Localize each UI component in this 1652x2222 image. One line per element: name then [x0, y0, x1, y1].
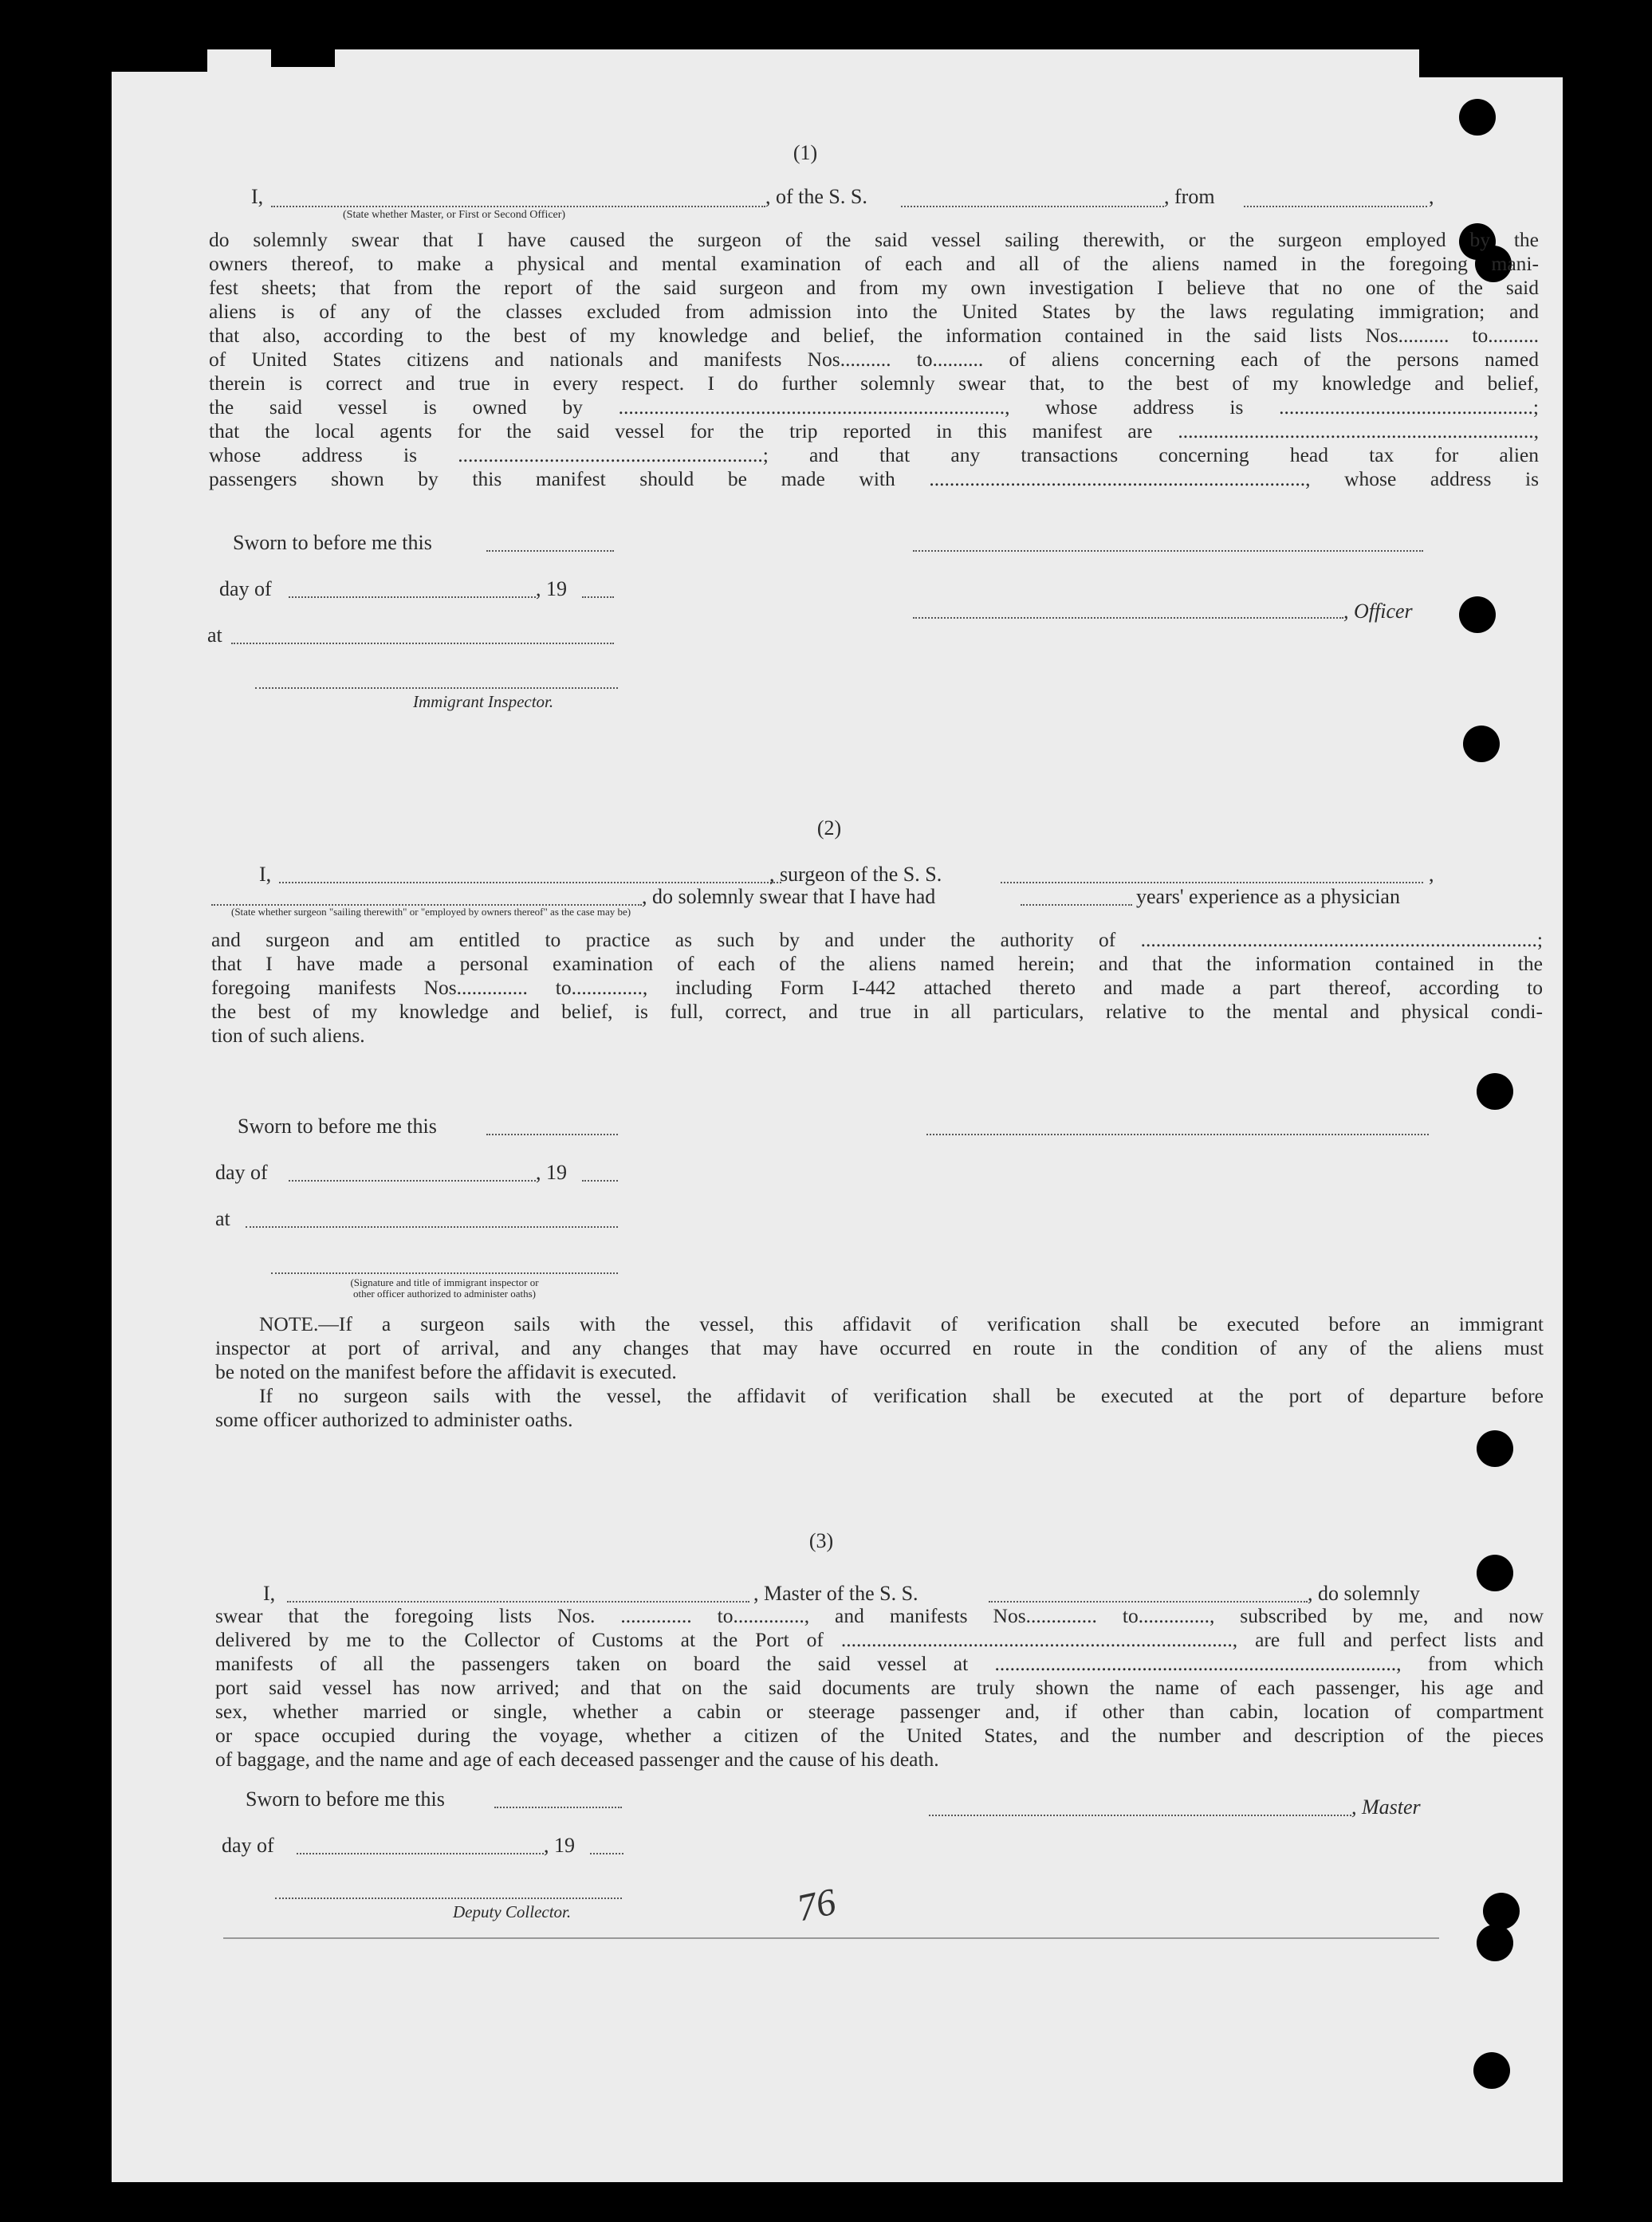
s2-day-field: [289, 1180, 536, 1182]
s3-line: or space occupied during the voyage, whether a citizen of the United States, and the number and description of the pieces: [215, 1724, 1544, 1747]
s3-line: port said vessel has now arrived; and that on the said documents are truly shown the name of each passenger, his age and: [215, 1676, 1544, 1699]
torn-corner-right: [1419, 49, 1563, 77]
s1-officer-line-1: [913, 550, 1423, 552]
s1-line: the said vessel is owned by ............................................................................, whose address is ..................................................;: [209, 395, 1539, 419]
handwritten-mark: 76: [793, 1880, 840, 1930]
punch-hole: [1483, 1893, 1520, 1929]
s3-line: swear that the foregoing lists Nos. .............. to.............., and manifests Nos.............. to.............., subscribed by me, and now: [215, 1604, 1544, 1627]
s1-line: do solemnly swear that I have caused the surgeon of the said vessel sailing therewith, or the surgeon employed by the: [209, 228, 1539, 251]
s2-line: the best of my knowledge and belief, is full, correct, and true in all particulars, relative to the mental and physical condi-: [211, 1000, 1543, 1023]
s1-line: aliens is of any of the classes excluded from admission into the United States by the laws regulating immigration; and: [209, 300, 1539, 323]
s1-of-ss-label: , of the S. S.: [765, 185, 867, 208]
s2-vessel-field: [1001, 882, 1423, 883]
s1-line1-end: ,: [1429, 185, 1434, 208]
s3-year-field: [590, 1853, 623, 1854]
punch-hole: [1463, 726, 1500, 762]
s2-note: [215, 1312, 1544, 1432]
s1-caption: (State whether Master, or First or Second Officer): [343, 209, 566, 221]
s1-line: fest sheets; that from the report of the said surgeon and from my own investigation I believe that no one of the said: [209, 276, 1539, 299]
s1-line: passengers shown by this manifest should be made with .........................................................................., whose address is: [209, 467, 1539, 490]
s3-oath-text: [215, 1604, 1544, 1772]
s2-sig-caption-2: other officer authorized to administer oaths): [353, 1288, 536, 1300]
s3-line: of baggage, and the name and age of each deceased passenger and the cause of his death.: [215, 1748, 939, 1771]
s1-inspector-signature-line: [255, 687, 618, 689]
note-line: inspector at port of arrival, and any changes that may have occurred en route in the condition of any of the aliens must: [215, 1336, 1544, 1359]
bottom-rule: [223, 1937, 1439, 1939]
s3-line: sex, whether married or single, whether a cabin or steerage passenger and, if other than cabin, location of compartment: [215, 1700, 1544, 1723]
s1-sworn-label: Sworn to before me this: [233, 531, 432, 554]
s1-from-label: , from: [1164, 185, 1215, 208]
s2-sig-caption-1: (Signature and title of immigrant inspector or: [350, 1276, 539, 1288]
s3-year-label: , 19: [544, 1834, 575, 1857]
s1-line: whose address is ............................................................; and that any transactions concerning head tax for alien: [209, 443, 1539, 466]
s2-years-text: years' experience as a physician: [1136, 885, 1400, 908]
punch-hole: [1473, 2052, 1510, 2089]
s2-swear-text: , do solemnly swear that I have had: [642, 885, 936, 908]
s1-line: of United States citizens and nationals and manifests Nos.......... to.......... of aliens concerning each of the persons named: [209, 348, 1539, 371]
note-line: NOTE.—If a surgeon sails with the vessel, this affidavit of verification shall be executed before an immigrant: [259, 1312, 1544, 1335]
s3-master-label: , Master of the S. S.: [753, 1582, 918, 1605]
s1-oath-text: [209, 228, 1539, 491]
s2-sworn-label: Sworn to before me this: [238, 1115, 437, 1138]
s3-master-name-field: [287, 1601, 749, 1603]
s2-surgeon-name-field: [279, 882, 781, 883]
punch-hole: [1477, 1073, 1513, 1110]
s3-line: delivered by me to the Collector of Customs at the Port of ............................................................................., are full and perfect lists and: [215, 1628, 1544, 1651]
s3-master-label-sig: , Master: [1351, 1795, 1421, 1819]
s1-at-field: [231, 643, 614, 644]
s3-line: manifests of all the passengers taken on board the said vessel at ..............................................................................., from which: [215, 1652, 1544, 1675]
s2-i-label: I,: [259, 863, 272, 886]
section-3-number: (3): [808, 1529, 834, 1552]
s3-i-label: I,: [263, 1582, 276, 1605]
s2-line: that I have made a personal examination of each of the aliens named herein; and that the information contained in the: [211, 952, 1543, 975]
s1-line: owners thereof, to make a physical and mental examination of each and all of the aliens named in the foregoing mani-: [209, 252, 1539, 275]
s1-line: that also, according to the best of my knowledge and belief, the information contained in the said lists Nos.......... to..........: [209, 324, 1539, 347]
s2-at-field: [246, 1226, 618, 1228]
s1-day-field: [289, 596, 536, 598]
section-1-number: (1): [793, 141, 818, 164]
punch-hole: [1477, 1925, 1513, 1961]
s2-years-field: [1021, 904, 1132, 906]
s2-day-of-label: day of: [215, 1161, 268, 1184]
s3-vessel-field: [989, 1601, 1308, 1603]
s1-line: therein is correct and true in every respect. I do further solemnly swear that, to the best of my knowledge and belief,: [209, 372, 1539, 395]
s3-day-of-label: day of: [222, 1834, 274, 1857]
s1-vessel-field: [901, 206, 1164, 207]
s1-officer-signature-line: [913, 617, 1343, 619]
s3-sworn-date-field: [494, 1807, 622, 1808]
note-line: If no surgeon sails with the vessel, the affidavit of verification shall be executed at the port of departure before: [259, 1384, 1544, 1407]
s1-officer-label: , Officer: [1343, 600, 1413, 623]
s1-sworn-date-field: [486, 550, 614, 552]
punch-hole: [1477, 1430, 1513, 1467]
s3-day-field: [297, 1853, 544, 1854]
s3-collector-signature-line: [275, 1898, 622, 1899]
s2-line: tion of such aliens.: [211, 1024, 365, 1047]
torn-corner-left: [112, 49, 207, 72]
s3-line1-end: , do solemnly: [1308, 1582, 1420, 1605]
s2-officer-signature-line: [271, 1272, 618, 1274]
punch-hole: [1459, 596, 1496, 633]
s3-master-signature-line: [929, 1815, 1351, 1816]
s2-line: and surgeon and am entitled to practice as such by and under the authority of ..............................................................................;: [211, 928, 1543, 951]
s1-officer-name-field: [271, 206, 765, 207]
punch-hole: [1459, 99, 1496, 136]
s2-sworn-date-field: [486, 1134, 618, 1135]
s2-surgeon-signature-line: [926, 1134, 1429, 1135]
s2-year-field: [582, 1180, 618, 1182]
s2-line1-end: ,: [1429, 863, 1434, 886]
s2-caption: (State whether surgeon "sailing therewith" or "employed by owners thereof" as the case may be): [231, 906, 631, 918]
s2-oath-text: [211, 928, 1543, 1048]
torn-edge: [271, 49, 335, 67]
s3-collector-label: Deputy Collector.: [453, 1902, 572, 1921]
s1-year-field: [582, 596, 614, 598]
s2-surgeon-label: , surgeon of the S. S.: [769, 863, 942, 886]
s1-from-field: [1244, 206, 1427, 207]
s2-line: foregoing manifests Nos.............. to.............., including Form I-442 attached thereto and made a part thereof, according to: [211, 976, 1543, 999]
note-line: some officer authorized to administer oaths.: [215, 1408, 573, 1431]
s1-at-label: at: [207, 623, 222, 647]
document-page: [112, 49, 1563, 2182]
s3-sworn-label: Sworn to before me this: [246, 1787, 445, 1811]
s1-i-label: I,: [251, 185, 264, 208]
s2-at-label: at: [215, 1207, 230, 1230]
punch-hole: [1477, 1555, 1513, 1591]
s1-day-of-label: day of: [219, 577, 272, 600]
note-line: be noted on the manifest before the affidavit is executed.: [215, 1360, 677, 1383]
scan-border-top: [0, 0, 1652, 49]
s1-inspector-label: Immigrant Inspector.: [413, 692, 554, 711]
section-2-number: (2): [816, 816, 842, 840]
s1-line: that the local agents for the said vessel for the trip reported in this manifest are ......................................................................,: [209, 419, 1539, 442]
s2-year-label: , 19: [536, 1161, 567, 1184]
s1-year-label: , 19: [536, 577, 567, 600]
